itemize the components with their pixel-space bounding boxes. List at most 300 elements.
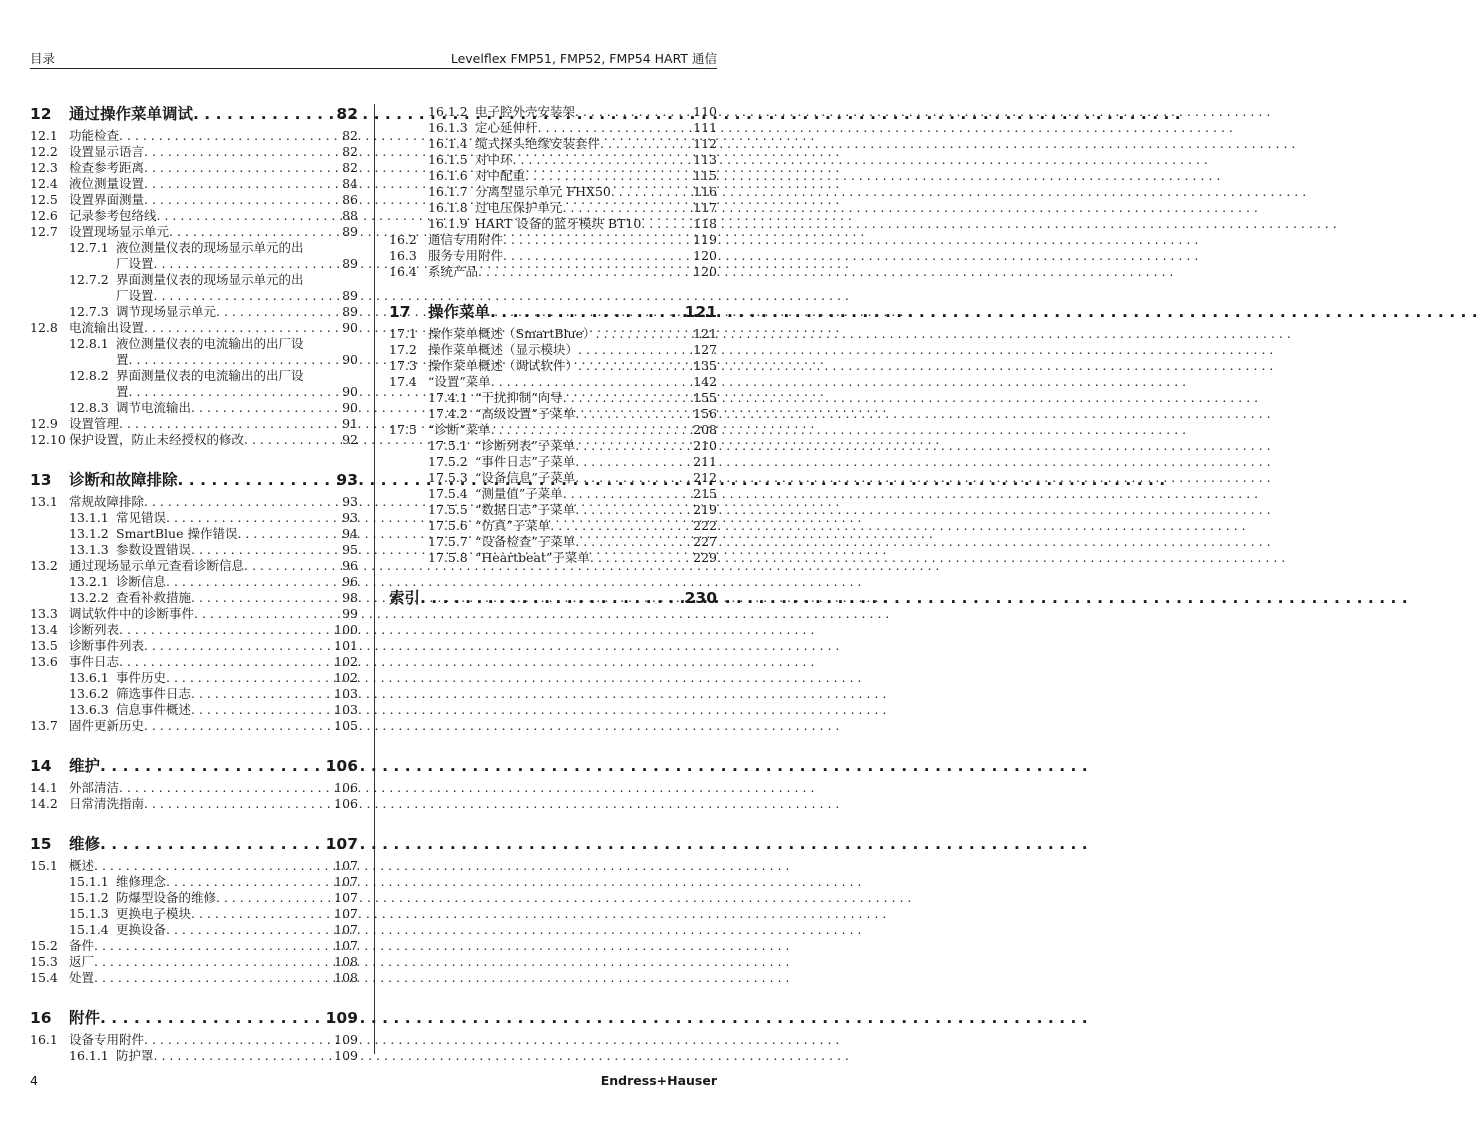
toc-entry-title-line <box>30 542 358 558</box>
toc-entry-page: 106 <box>325 757 358 775</box>
toc-entry-number: 13.2.2 <box>69 590 109 605</box>
toc-entry-title: 备件 <box>69 938 95 953</box>
toc-entry-number: 13.2 <box>30 558 58 573</box>
toc-entry-title-line <box>389 438 717 454</box>
chapter-spacer <box>30 734 358 756</box>
toc-subsection-entry[interactable] <box>30 400 358 416</box>
toc-section-entry[interactable] <box>389 422 717 438</box>
toc-entry-number: 15.1.2 <box>69 890 109 905</box>
toc-entry-title-line <box>30 574 358 590</box>
toc-entry-title-line <box>30 906 358 922</box>
toc-entry-title-line <box>389 422 717 438</box>
toc-section-entry[interactable] <box>389 342 717 358</box>
toc-section-entry[interactable] <box>389 232 717 248</box>
toc-entry-number: 12.10 <box>30 432 66 447</box>
toc-entry-page: 142 <box>693 374 717 389</box>
toc-entry-title-line <box>389 470 717 486</box>
toc-section-entry[interactable] <box>30 938 358 954</box>
toc-entry-title: 索引 <box>389 589 421 607</box>
toc-entry-page: 119 <box>693 232 717 247</box>
toc-entry-page: 219 <box>693 502 717 517</box>
toc-section-entry[interactable] <box>30 416 358 432</box>
toc-entry-number: 16.1.2 <box>428 104 468 119</box>
toc-section-entry[interactable] <box>389 264 717 280</box>
toc-entry-number: 17.5.8 <box>428 550 468 565</box>
toc-entry-number: 17.5.2 <box>428 454 468 469</box>
toc-subsection-entry[interactable] <box>30 590 358 606</box>
toc-entry-number: 17 <box>389 303 411 321</box>
toc-entry-title: 调节现场显示单元 <box>116 304 217 319</box>
toc-entry-number: 12.8 <box>30 320 58 335</box>
toc-entry-page: 117 <box>693 200 717 215</box>
toc-entry-number: 15.1 <box>30 858 58 873</box>
toc-entry-number: 16.1.5 <box>428 152 468 167</box>
toc-entry-title: 附件 <box>69 1009 101 1027</box>
toc-entry-page: 93 <box>342 510 358 525</box>
toc-subsection-entry[interactable] <box>389 406 717 422</box>
toc-section-entry[interactable] <box>389 248 717 264</box>
leader-dots <box>94 938 789 954</box>
toc-entry-title: 界面测量仪表的现场显示单元的出 <box>116 272 304 287</box>
toc-entry-number: 16.1.4 <box>428 136 468 151</box>
toc-entry-page: 100 <box>334 622 358 637</box>
toc-entry-title-line <box>30 304 358 320</box>
toc-entry-title-line <box>389 216 717 232</box>
toc-entry-page: 90 <box>342 320 358 335</box>
toc-entry-title: 设置界面测量 <box>69 192 145 207</box>
toc-entry-title: 防护罩 <box>116 1048 154 1063</box>
leader-dots <box>563 200 1258 216</box>
toc-section-entry[interactable] <box>30 718 358 734</box>
toc-entry-number: 13.1.2 <box>69 526 109 541</box>
toc-entry-title-line <box>30 1032 358 1048</box>
toc-subsection-entry[interactable] <box>389 438 717 454</box>
toc-entry-number: 13.5 <box>30 638 58 653</box>
toc-entry-title: 过电压保护单元 <box>475 200 563 215</box>
toc-entry-number: 15.1.4 <box>69 922 109 937</box>
toc-entry-title: HART 设备的蓝牙模块 BT10 <box>475 216 642 231</box>
toc-chapter-entry[interactable] <box>30 104 358 124</box>
toc-entry-title-line <box>389 486 717 502</box>
toc-subsection-entry[interactable] <box>30 702 358 718</box>
toc-subsection-entry[interactable] <box>30 272 358 304</box>
toc-entry-page: 92 <box>342 432 358 447</box>
toc-subsection-entry[interactable] <box>389 502 717 518</box>
toc-entry-number: 17.2 <box>389 342 417 357</box>
leader-dots <box>100 1008 1088 1028</box>
toc-entry-number: 12.8.3 <box>69 400 109 415</box>
toc-subsection-entry[interactable] <box>389 216 717 232</box>
toc-subsection-entry[interactable] <box>389 152 717 168</box>
toc-entry-title-line <box>389 184 717 200</box>
leader-dots <box>166 874 861 890</box>
toc-subsection-entry[interactable] <box>30 670 358 686</box>
toc-entry-number: 16.1.1 <box>69 1048 109 1063</box>
toc-entry-number: 13.1.3 <box>69 542 109 557</box>
leader-dots <box>191 686 886 702</box>
leader-dots <box>420 588 1408 608</box>
toc-entry-number: 15.1.1 <box>69 874 109 889</box>
toc-subsection-entry[interactable] <box>30 686 358 702</box>
toc-section-entry[interactable] <box>30 320 358 336</box>
toc-entry-number: 13 <box>30 471 52 489</box>
toc-entry-title-line <box>389 358 717 374</box>
toc-entry-title: 分离型显示单元 FHX50 <box>475 184 611 199</box>
toc-subsection-entry[interactable] <box>30 304 358 320</box>
toc-entry-title-line <box>30 208 358 224</box>
leader-dots <box>503 248 1198 264</box>
toc-entry-title-continued: 置 <box>116 352 129 367</box>
toc-entry-number: 17.4.2 <box>428 406 468 421</box>
toc-subsection-entry[interactable] <box>30 526 358 542</box>
toc-section-entry[interactable] <box>30 780 358 796</box>
toc-entry-title: 处置 <box>69 970 95 985</box>
toc-entry-number: 16.1 <box>30 1032 58 1047</box>
toc-chapter-entry[interactable] <box>30 756 358 776</box>
toc-entry-page: 89 <box>342 256 358 271</box>
toc-section-entry[interactable] <box>30 192 358 208</box>
toc-entry-title-line <box>389 588 717 608</box>
toc-section-entry[interactable] <box>30 494 358 510</box>
toc-entry-page: 208 <box>693 422 717 437</box>
toc-entry-page: 112 <box>693 136 717 151</box>
toc-entry-page: 113 <box>693 152 717 167</box>
toc-entry-title: “数据日志”子菜单 <box>475 502 576 517</box>
toc-entry-title-line <box>30 670 358 686</box>
toc-subsection-entry[interactable] <box>389 200 717 216</box>
toc-subsection-entry[interactable] <box>30 1048 358 1064</box>
leader-dots <box>575 502 1270 518</box>
toc-entry-title: 功能检查 <box>69 128 120 143</box>
toc-entry-page: 135 <box>693 358 717 373</box>
toc-section-entry[interactable] <box>30 606 358 622</box>
toc-entry-title: 对中环 <box>475 152 513 167</box>
toc-subsection-entry[interactable] <box>389 136 717 152</box>
toc-entry-number: 14 <box>30 757 52 775</box>
toc-entry-title-continued: 置 <box>116 384 129 399</box>
toc-entry-title-line <box>30 272 358 288</box>
toc-subsection-entry[interactable] <box>389 534 717 550</box>
toc-entry-number: 17.5.1 <box>428 438 468 453</box>
toc-entry-page: 107 <box>334 922 358 937</box>
toc-entry-number: 17.4 <box>389 374 417 389</box>
toc-entry-title: 操作菜单概述（SmartBlue） <box>428 326 596 341</box>
toc-entry-number: 16.1.8 <box>428 200 468 215</box>
toc-entry-title: 固件更新历史 <box>69 718 145 733</box>
toc-entry-title: 对中配重 <box>475 168 526 183</box>
toc-entry-title: 检查参考距离 <box>69 160 145 175</box>
toc-entry-title-continued: 厂设置 <box>116 256 154 271</box>
toc-subsection-entry[interactable] <box>389 390 717 406</box>
toc-entry-number: 12 <box>30 105 52 123</box>
toc-subsection-entry[interactable] <box>30 542 358 558</box>
toc-entry-number: 12.8.1 <box>69 336 109 351</box>
toc-entry-number: 16.2 <box>389 232 417 247</box>
toc-entry-title: “事件日志”子菜单 <box>475 454 576 469</box>
toc-entry-title: 诊断列表 <box>69 622 120 637</box>
toc-section-entry[interactable] <box>30 128 358 144</box>
toc-entry-title: 常规故障排除 <box>69 494 145 509</box>
toc-subsection-entry[interactable] <box>30 510 358 526</box>
toc-subsection-entry[interactable] <box>30 874 358 890</box>
toc-entry-title: 操作菜单概述（显示模块） <box>428 342 579 357</box>
toc-chapter-entry[interactable] <box>30 834 358 854</box>
toc-entry-title: “仿真”子菜单 <box>475 518 551 533</box>
toc-entry-page: 230 <box>684 589 717 607</box>
toc-subsection-entry[interactable] <box>389 120 717 136</box>
toc-entry-title: SmartBlue 操作错误 <box>116 526 238 541</box>
leader-dots <box>166 922 861 938</box>
toc-entry-title: “诊断列表”子菜单 <box>475 438 576 453</box>
page-header <box>30 48 717 69</box>
leader-dots <box>119 622 814 638</box>
toc-section-entry[interactable] <box>30 954 358 970</box>
toc-subsection-entry[interactable] <box>30 240 358 272</box>
toc-chapter-entry[interactable] <box>30 470 358 490</box>
toc-entry-title: “设备信息”子菜单 <box>475 470 576 485</box>
toc-entry-number: 12.1 <box>30 128 58 143</box>
toc-entry-number: 12.7.3 <box>69 304 109 319</box>
chapter-spacer <box>389 280 717 302</box>
toc-entry-title-line <box>30 954 358 970</box>
toc-entry-title-continued: 厂设置 <box>116 288 154 303</box>
toc-subsection-entry[interactable] <box>30 336 358 368</box>
toc-entry-number: 16.1.9 <box>428 216 468 231</box>
toc-section-entry[interactable] <box>30 558 358 574</box>
toc-entry-page: 210 <box>693 438 717 453</box>
toc-entry-title-line <box>30 796 358 812</box>
toc-entry-title-line <box>30 606 358 622</box>
toc-subsection-entry[interactable] <box>389 168 717 184</box>
toc-chapter-entry[interactable] <box>389 302 717 322</box>
toc-entry-title: 维修 <box>69 835 101 853</box>
toc-entry-title-line <box>30 686 358 702</box>
toc-entry-title-line <box>30 638 358 654</box>
toc-section-entry[interactable] <box>389 326 717 342</box>
toc-subsection-entry[interactable] <box>30 890 358 906</box>
toc-entry-title-line <box>389 390 717 406</box>
toc-section-entry[interactable] <box>30 176 358 192</box>
leader-dots <box>491 374 1186 390</box>
page-number: 4 <box>30 1073 38 1088</box>
toc-entry-page: 105 <box>334 718 358 733</box>
toc-entry-title: 诊断事件列表 <box>69 638 145 653</box>
toc-entry-number: 17.5 <box>389 422 417 437</box>
toc-entry-title-line <box>30 510 358 526</box>
toc-entry-title: 更换电子模块 <box>116 906 192 921</box>
toc-subsection-entry[interactable] <box>30 574 358 590</box>
toc-entry-title: 保护设置，防止未经授权的修改 <box>69 432 245 447</box>
toc-entry-title: 服务专用附件 <box>428 248 504 263</box>
toc-entry-page: 107 <box>334 938 358 953</box>
toc-subsection-entry[interactable] <box>389 518 717 534</box>
toc-entry-page: 88 <box>342 208 358 223</box>
toc-entry-title-line <box>389 104 717 120</box>
toc-entry-number: 12.4 <box>30 176 58 191</box>
toc-entry-title: 防爆型设备的维修 <box>116 890 217 905</box>
toc-entry-title-line <box>389 168 717 184</box>
toc-entry-title-line <box>30 256 358 272</box>
toc-entry-title-line <box>30 368 358 384</box>
toc-chapter-entry[interactable] <box>389 588 717 608</box>
toc-entry-title: 设备专用附件 <box>69 1032 145 1047</box>
toc-subsection-entry[interactable] <box>389 470 717 486</box>
leader-dots <box>503 232 1198 248</box>
toc-section-entry[interactable] <box>389 358 717 374</box>
toc-section-entry[interactable] <box>30 160 358 176</box>
leader-dots <box>575 454 1270 470</box>
toc-entry-page: 93 <box>336 471 358 489</box>
toc-entry-page: 99 <box>342 606 358 621</box>
toc-subsection-entry[interactable] <box>30 906 358 922</box>
toc-entry-number: 12.7.1 <box>69 240 109 255</box>
toc-subsection-entry[interactable] <box>389 104 717 120</box>
toc-entry-page: 109 <box>334 1032 358 1047</box>
toc-entry-title: 记录参考包络线 <box>69 208 157 223</box>
toc-entry-page: 107 <box>334 890 358 905</box>
toc-entry-title-line <box>389 550 717 566</box>
toc-entry-title: 设置管理 <box>69 416 120 431</box>
toc-entry-title-line <box>30 432 358 448</box>
toc-entry-page: 120 <box>693 264 717 279</box>
toc-entry-number: 15.4 <box>30 970 58 985</box>
leader-dots <box>144 718 839 734</box>
toc-entry-page: 106 <box>334 796 358 811</box>
leader-dots <box>191 702 886 718</box>
toc-section-entry[interactable] <box>30 144 358 160</box>
toc-section-entry[interactable] <box>30 970 358 986</box>
toc-entry-number: 13.1 <box>30 494 58 509</box>
toc-entry-title-line <box>30 780 358 796</box>
toc-entry-title: 电子腔外壳安装架 <box>475 104 576 119</box>
toc-entry-title: 概述 <box>69 858 95 873</box>
toc-section-entry[interactable] <box>30 638 358 654</box>
leader-dots <box>166 670 861 686</box>
toc-entry-title-line <box>389 342 717 358</box>
toc-entry-page: 103 <box>334 686 358 701</box>
toc-subsection-entry[interactable] <box>30 922 358 938</box>
toc-entry-title-line <box>389 264 717 280</box>
toc-entry-number: 13.6.3 <box>69 702 109 717</box>
toc-entry-title-line <box>30 160 358 176</box>
toc-section-entry[interactable] <box>30 224 358 240</box>
toc-entry-title: 设置显示语言 <box>69 144 145 159</box>
leader-dots <box>491 422 1186 438</box>
toc-entry-title: 定心延伸杆 <box>475 120 538 135</box>
leader-dots <box>563 486 1258 502</box>
toc-section-entry[interactable] <box>30 654 358 670</box>
toc-entry-title-line <box>30 654 358 670</box>
toc-subsection-entry[interactable] <box>30 368 358 400</box>
toc-entry-title: 参数设置错误 <box>116 542 192 557</box>
toc-entry-title-line <box>30 416 358 432</box>
toc-entry-title-line <box>30 128 358 144</box>
leader-dots <box>119 780 814 796</box>
toc-entry-page: 215 <box>693 486 717 501</box>
toc-entry-page: 107 <box>325 835 358 853</box>
toc-entry-title: “诊断”菜单 <box>428 422 491 437</box>
toc-entry-title-line <box>30 144 358 160</box>
toc-section-entry[interactable] <box>30 796 358 812</box>
toc-entry-title: “设备检查”子菜单 <box>475 534 576 549</box>
toc-entry-page: 95 <box>342 542 358 557</box>
toc-entry-title: 通过操作菜单调试 <box>69 105 194 123</box>
toc-entry-page: 90 <box>342 352 358 367</box>
toc-entry-page: 107 <box>334 858 358 873</box>
header-document-title: Levelflex FMP51, FMP52, FMP54 HART 通信 <box>450 51 717 66</box>
toc-entry-page: 109 <box>334 1048 358 1063</box>
toc-subsection-entry[interactable] <box>389 486 717 502</box>
toc-entry-title-line <box>30 384 358 400</box>
toc-entry-number: 15.1.3 <box>69 906 109 921</box>
toc-chapter-entry[interactable] <box>30 1008 358 1028</box>
toc-section-entry[interactable] <box>30 858 358 874</box>
toc-entry-number: 12.7.2 <box>69 272 109 287</box>
toc-subsection-entry[interactable] <box>389 184 717 200</box>
toc-entry-number: 15 <box>30 835 52 853</box>
toc-entry-title-line <box>30 756 358 776</box>
toc-section-entry[interactable] <box>389 374 717 390</box>
leader-dots <box>100 756 1088 776</box>
toc-right-column <box>389 104 717 612</box>
toc-entry-number: 13.4 <box>30 622 58 637</box>
toc-entry-title-line <box>389 454 717 470</box>
toc-entry-title-line <box>389 518 717 534</box>
toc-entry-number: 17.5.6 <box>428 518 468 533</box>
toc-section-entry[interactable] <box>30 432 358 448</box>
toc-entry-title-line <box>30 890 358 906</box>
toc-entry-title-line <box>30 288 358 304</box>
toc-section-entry[interactable] <box>30 622 358 638</box>
toc-entry-page: 90 <box>342 400 358 415</box>
toc-entry-title-line <box>389 200 717 216</box>
toc-entry-title: 液位测量仪表的电流输出的出厂设 <box>116 336 304 351</box>
toc-entry-number: 17.5.3 <box>428 470 468 485</box>
brand-logo-text: Endress+Hauser <box>600 1073 717 1088</box>
toc-entry-number: 15.3 <box>30 954 58 969</box>
toc-entry-number: 16.3 <box>389 248 417 263</box>
leader-dots <box>575 104 1270 120</box>
toc-entry-page: 227 <box>693 534 717 549</box>
leader-dots <box>100 834 1088 854</box>
leader-dots <box>575 438 1270 454</box>
toc-section-entry[interactable] <box>30 1032 358 1048</box>
leader-dots <box>563 390 1258 406</box>
toc-subsection-entry[interactable] <box>389 454 717 470</box>
toc-entry-title-line <box>30 320 358 336</box>
toc-entry-page: 102 <box>334 670 358 685</box>
leader-dots <box>575 470 1270 486</box>
leader-dots <box>575 534 1270 550</box>
toc-entry-title-line <box>30 834 358 854</box>
toc-entry-title-line <box>389 534 717 550</box>
toc-entry-page: 103 <box>334 702 358 717</box>
toc-entry-title-line <box>389 232 717 248</box>
leader-dots <box>144 638 839 654</box>
toc-section-entry[interactable] <box>30 208 358 224</box>
toc-subsection-entry[interactable] <box>389 550 717 566</box>
toc-entry-page: 108 <box>334 970 358 985</box>
toc-entry-number: 17.1 <box>389 326 417 341</box>
toc-entry-title: 诊断信息 <box>116 574 167 589</box>
toc-entry-page: 116 <box>693 184 717 199</box>
toc-entry-number: 13.7 <box>30 718 58 733</box>
toc-entry-page: 90 <box>342 384 358 399</box>
toc-entry-title-line <box>30 224 358 240</box>
toc-entry-title-line <box>30 104 358 124</box>
toc-entry-title: 设置现场显示单元 <box>69 224 170 239</box>
toc-entry-title-line <box>389 120 717 136</box>
